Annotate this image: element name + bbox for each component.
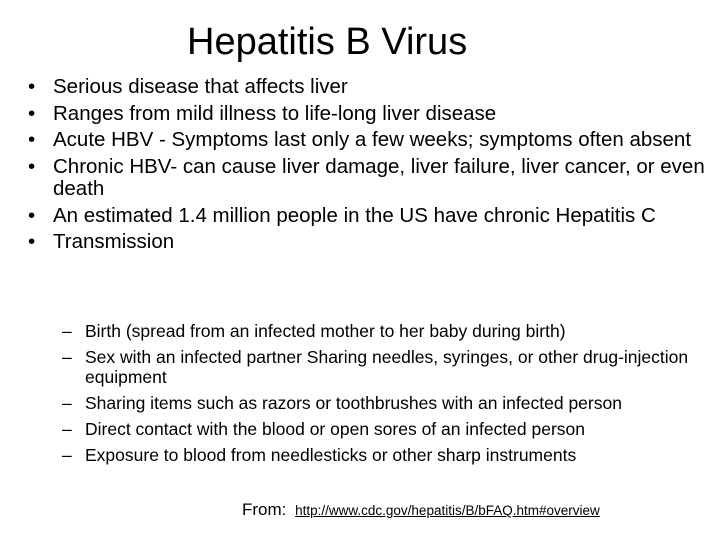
bullet-item xyxy=(26,129,710,152)
sub-bullet-text: Sharing items such as razors or toothbrushes with an infected person xyxy=(85,393,622,413)
bullet-item xyxy=(26,231,710,254)
bullet-dot-icon: • xyxy=(28,128,36,151)
source-link[interactable]: http://www.cdc.gov/hepatitis/B/bFAQ.htm#overview xyxy=(295,503,600,518)
sub-bullet-text: Sex with an infected partner Sharing needles, syringes, or other drug-injection equipment xyxy=(85,347,689,387)
dash-icon: – xyxy=(62,321,72,341)
bullet-list xyxy=(26,76,710,258)
bullet-text: Acute HBV - Symptoms last only a few weeks; symptoms often absent xyxy=(53,128,692,151)
sub-bullet-text: Direct contact with the blood or open sores of an infected person xyxy=(85,419,586,439)
source-citation xyxy=(242,500,600,521)
bullet-item xyxy=(26,103,710,126)
bullet-text: Ranges from mild illness to life-long liver disease xyxy=(53,101,497,125)
slide-title: Hepatitis B Virus xyxy=(187,21,468,63)
bullet-text: Serious disease that affects liver xyxy=(53,75,348,98)
bullet-text: Chronic HBV- can cause liver damage, liver failure, liver cancer, or even death xyxy=(53,154,705,200)
dash-icon: – xyxy=(62,393,72,413)
bullet-item xyxy=(26,205,710,228)
bullet-item xyxy=(26,156,710,201)
sub-bullet-list xyxy=(62,321,707,471)
dash-icon: – xyxy=(62,347,72,367)
bullet-text: Transmission xyxy=(53,230,175,253)
dash-icon: – xyxy=(62,445,72,465)
bullet-item xyxy=(26,76,710,99)
sub-bullet-text: Exposure to blood from needlesticks or other sharp instruments xyxy=(85,445,577,465)
dash-icon: – xyxy=(62,419,72,439)
bullet-dot-icon: • xyxy=(28,154,36,178)
bullet-text: An estimated 1.4 million people in the US have chronic Hepatitis C xyxy=(53,203,656,227)
bullet-dot-icon: • xyxy=(28,75,36,98)
sub-bullet-item xyxy=(62,347,707,387)
source-label: From: xyxy=(242,500,287,519)
bullet-dot-icon: • xyxy=(28,230,36,253)
sub-bullet-item xyxy=(62,321,707,341)
bullet-dot-icon: • xyxy=(28,203,36,227)
sub-bullet-text: Birth (spread from an infected mother to her baby during birth) xyxy=(85,321,566,341)
sub-bullet-item xyxy=(62,393,707,413)
sub-bullet-item xyxy=(62,445,707,465)
sub-bullet-item xyxy=(62,419,707,439)
bullet-dot-icon: • xyxy=(28,101,36,125)
